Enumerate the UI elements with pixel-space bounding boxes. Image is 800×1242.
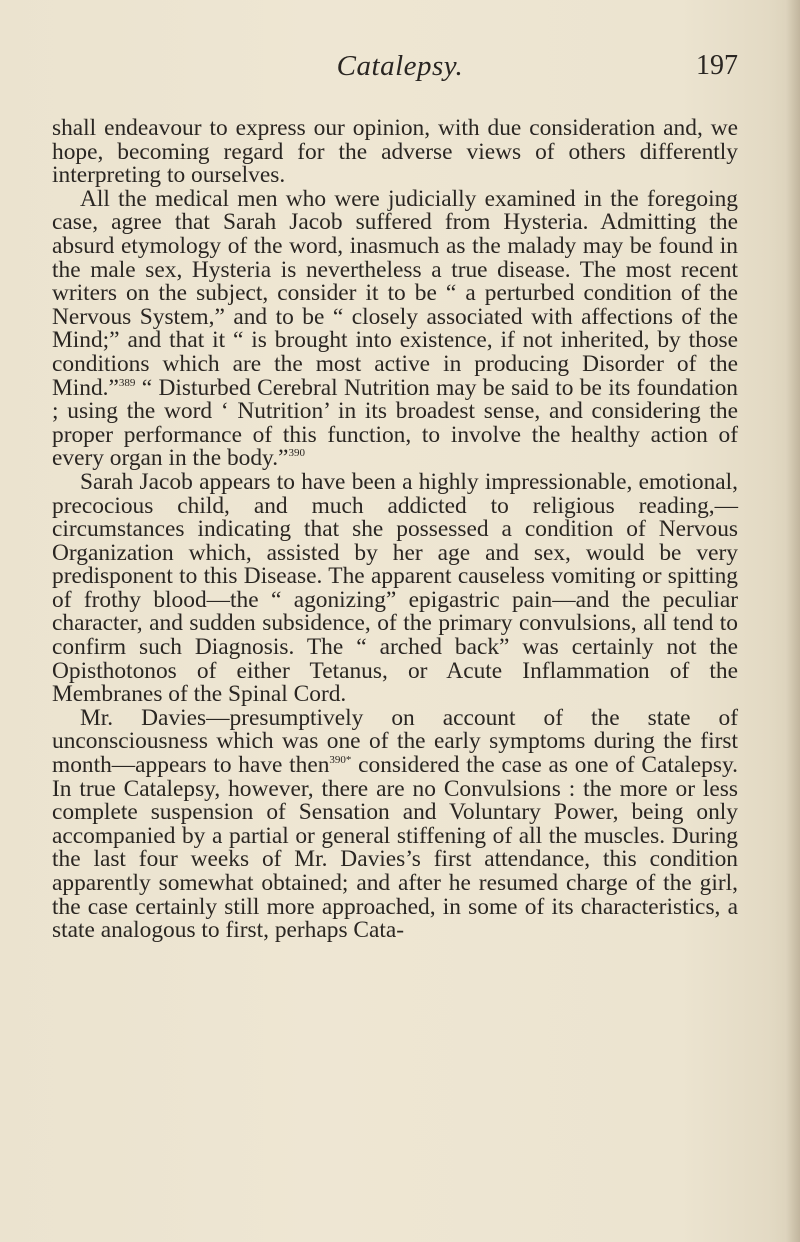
running-title: Catalepsy. xyxy=(336,50,464,82)
footnote-reference: 389 xyxy=(118,376,136,389)
paragraph-text: Sarah Jacob appears to have been a highly impressionable, emotional, precocious child, and much addicted to religious reading,—circumstances indicating that she possessed a condition of Nervous Organization which, assisted by her age and sex, would be very predisponent to this Disease. The apparent causeless vomiting or spitting of frothy blood—the “ agonizing” epigastric pain—and the peculiar character, and sudden subsidence, of the primary convulsions, all tend to confirm such Diagnosis. The “ arched back” was certainly not the Opisthotonos of either Tetanus, or Acute Inflammation of the Membranes of the Spinal Cord. xyxy=(52,468,738,708)
paragraph xyxy=(52,117,738,188)
page-number: 197 xyxy=(696,50,738,81)
footnote-reference: 390* xyxy=(329,754,352,767)
paragraph-text: “ Disturbed Cerebral Nutrition may be said to be its foundation ; using the word ‘ Nutrition’ in its broadest sense, and considering the proper performance of this function, to involve the healthy action of every organ in the body.” xyxy=(52,374,738,472)
paragraph-text: Mr. Davies—presumptively on account of the state of unconsciousness which was one of the early symptoms during the first month—appears to have then xyxy=(52,704,738,779)
paragraph-text: considered the case as one of Catalepsy. In true Catalepsy, however, there are no Convulsions : the more or less complete suspension of Sensation and Voluntary Power, being only accompanied by a partial or general stiffening of all the muscles. During the last four weeks of Mr. Davies’s first attendance, this condition apparently somewhat obtained; and after he resumed charge of the girl, the case certainly still more approached, in some of its characteristics, a state analogous to first, perhaps Cata- xyxy=(52,752,738,944)
body-text xyxy=(52,117,738,943)
page-edge-shadow xyxy=(786,0,800,1242)
page-header xyxy=(0,50,800,90)
paragraph xyxy=(52,185,738,472)
footnote-reference: 390 xyxy=(288,447,305,460)
paragraph xyxy=(52,704,738,944)
paragraph-text: All the medical men who were judicially examined in the foregoing case, agree that Sarah Jacob suffered from Hysteria. Admitting the absurd etymology of the word, inasmuch as the malady may be found in the male sex, Hysteria is nevertheless a true disease. The most recent writers on the subject, consider it to be “ a perturbed condition of the Nervous System,” and to be “ closely associated with affections of the Mind;” and that it “ is brought into existence, if not inherited, by those conditions which are the most active in producing Disorder of the Mind.” xyxy=(52,185,738,401)
paragraph xyxy=(52,468,738,708)
paragraph-text: shall endeavour to express our opinion, with due consideration and, we hope, becoming regard for the adverse views of others differently interpreting to ourselves. xyxy=(52,115,738,189)
